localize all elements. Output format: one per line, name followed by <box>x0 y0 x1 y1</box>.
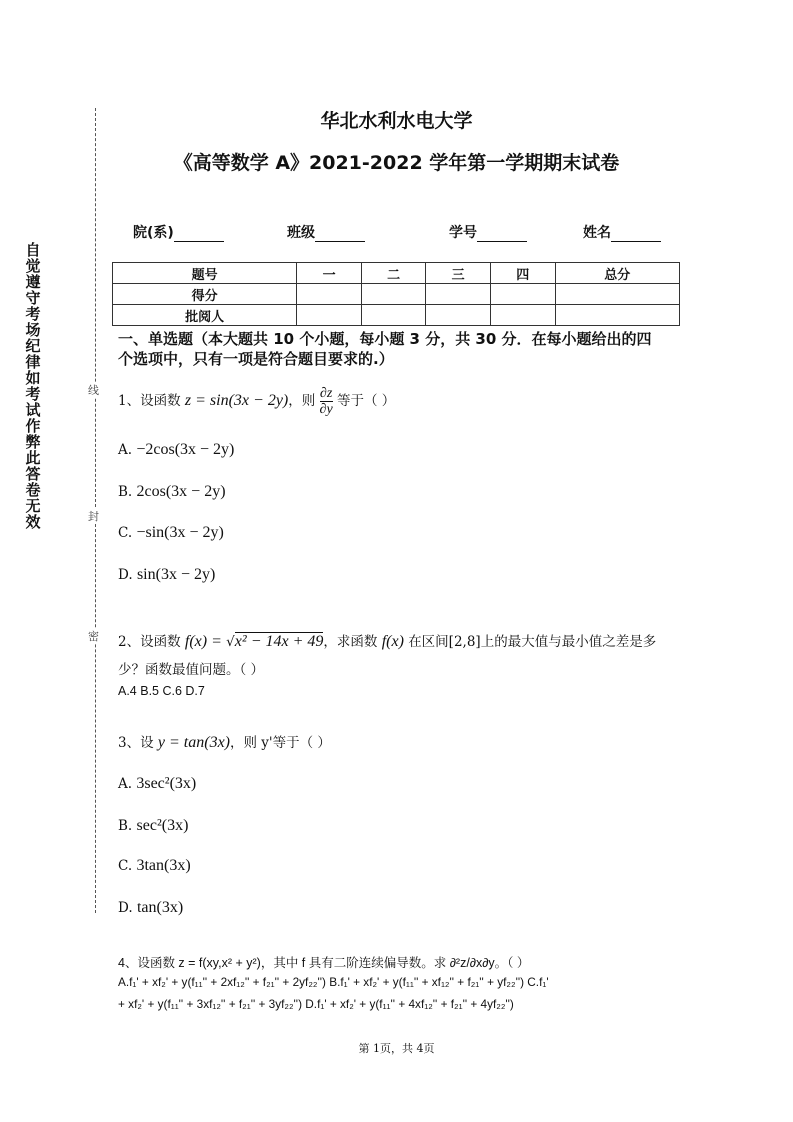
question-3: 3、设 y = tan(3x)，则 y'等于（ ） <box>118 734 331 751</box>
table-header-row: 题号 一 二 三 四 总分 <box>113 263 680 284</box>
info-name: 姓名 <box>583 222 661 242</box>
table-row: 批阅人 <box>113 305 680 326</box>
mark-mi: 密 <box>88 630 99 643</box>
table-row: 得分 <box>113 284 680 305</box>
q3-option-a: A. 3sec²(3x) <box>118 775 197 792</box>
question-4-options-1: A.f₁' + xf₂' + y(f₁₁'' + 2xf₁₂'' + f₂₁'' + 2yf₂₂'') B.f₁' + xf₂' + y(f₁₁'' + xf₁₂'' + f₂₁'' + yf₂₂'') C.f₁' <box>118 975 549 989</box>
q1-option-b: B. 2cos(3x − 2y) <box>118 483 226 500</box>
q1-option-c: C. −sin(3x − 2y) <box>118 524 224 541</box>
question-4-options-2: + xf₂' + y(f₁₁'' + 3xf₁₂'' + f₂₁'' + 3yf₂₂'') D.f₁' + xf₂' + y(f₁₁'' + 4xf₁₂'' + f₂₁'' + 4yf₂₂'') <box>118 997 514 1011</box>
margin-notice: 自觉遵守考场纪律如考试作弊此答卷无效 <box>25 241 41 531</box>
q3-option-d: D. tan(3x) <box>118 899 184 916</box>
info-department: 院(系) <box>133 222 224 242</box>
question-4: 4、设函数 z = f(xy,x² + y²)，其中 f 具有二阶连续偏导数。求 ∂²z/∂x∂y。（ ） <box>118 956 530 970</box>
q1-option-a: A. −2cos(3x − 2y) <box>118 441 235 458</box>
question-1: 1、设函数 z = sin(3x − 2y)，则 $\frac{\partial z}{\partial y}$ 等于（ ） <box>118 386 396 417</box>
section-heading-2: 个选项中，只有一项是符合题目要求的.） <box>118 350 394 368</box>
section-heading: 一、单选题（本大题共 10 个小题，每小题 3 分，共 30 分．在每小题给出的四 <box>118 330 652 348</box>
exam-title: 《高等数学 A》2021-2022 学年第一学期期末试卷 <box>173 152 620 174</box>
question-2: 2、设函数 f(x) = √x² − 14x + 49，求函数 f(x) 在区间[2,8]上的最大值与最小值之差是多 <box>118 633 657 650</box>
q3-option-c: C. 3tan(3x) <box>118 857 191 874</box>
info-student-id: 学号 <box>449 222 527 242</box>
question-2-line2: 少？函数最值问题。（ ） <box>118 662 265 678</box>
page-footer: 第 1页，共 4页 <box>358 1042 435 1055</box>
mark-feng: 封 <box>88 510 99 523</box>
mark-xian: 线 <box>88 384 99 397</box>
q2-options: A.4 B.5 C.6 D.7 <box>118 684 205 698</box>
university-title: 华北水利水电大学 <box>320 110 473 132</box>
info-class: 班级 <box>287 222 365 242</box>
q1-option-d: D. sin(3x − 2y) <box>118 566 216 583</box>
q3-option-b: B. sec²(3x) <box>118 817 189 834</box>
score-table <box>112 262 680 326</box>
